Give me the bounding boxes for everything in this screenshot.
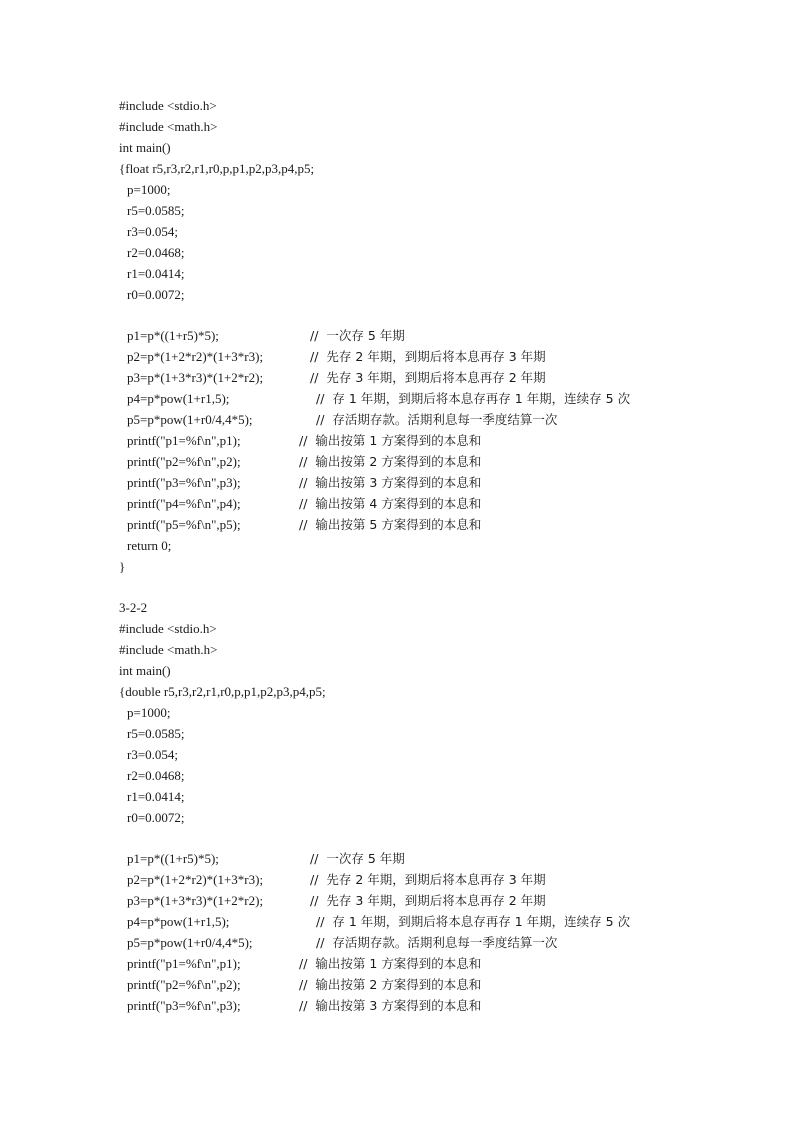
code-statement: printf("p2=%f\n",p2);	[127, 977, 241, 992]
code-comment: // 存活期存款。活期利息每一季度结算一次	[316, 935, 558, 950]
code-statement: printf("p2=%f\n",p2);	[127, 454, 241, 469]
code-comment: // 先存 2 年期，到期后将本息再存 3 年期	[310, 872, 546, 887]
code-statement: printf("p1=%f\n",p1);	[127, 956, 241, 971]
code-line: #include <stdio.h>	[119, 621, 217, 636]
code-line: r2=0.0468;	[127, 245, 185, 260]
code-statement: p3=p*(1+3*r3)*(1+2*r2);	[127, 370, 264, 385]
code-comment: // 存 1 年期，到期后将本息存再存 1 年期，连续存 5 次	[316, 391, 631, 406]
code-statement: printf("p3=%f\n",p3);	[127, 998, 241, 1013]
code-line: r3=0.054;	[127, 747, 179, 762]
code-line: r1=0.0414;	[127, 789, 185, 804]
code-statement: p1=p*((1+r5)*5);	[127, 851, 219, 866]
code-line: p=1000;	[127, 182, 171, 197]
code-statement: p4=p*pow(1+r1,5);	[127, 391, 230, 406]
code-line: {float r5,r3,r2,r1,r0,p,p1,p2,p3,p4,p5;	[119, 161, 315, 176]
code-line: {double r5,r3,r2,r1,r0,p,p1,p2,p3,p4,p5;	[119, 684, 326, 699]
code-line: r1=0.0414;	[127, 266, 185, 281]
code-comment: // 一次存 5 年期	[310, 328, 405, 343]
section-heading: 3-2-2	[119, 600, 148, 615]
code-comment: // 存 1 年期，到期后将本息存再存 1 年期，连续存 5 次	[316, 914, 631, 929]
code-line: r3=0.054;	[127, 224, 179, 239]
code-comment: // 输出按第 4 方案得到的本息和	[299, 496, 482, 511]
code-statement: p1=p*((1+r5)*5);	[127, 328, 219, 343]
code-comment: // 输出按第 2 方案得到的本息和	[299, 454, 482, 469]
code-statement: p3=p*(1+3*r3)*(1+2*r2);	[127, 893, 264, 908]
code-line: #include <math.h>	[119, 642, 218, 657]
code-line: int main()	[119, 140, 171, 155]
code-line: return 0;	[127, 538, 172, 553]
code-statement: p5=p*pow(1+r0/4,4*5);	[127, 412, 253, 427]
code-statement: p4=p*pow(1+r1,5);	[127, 914, 230, 929]
code-statement: printf("p4=%f\n",p4);	[127, 496, 241, 511]
code-comment: // 输出按第 1 方案得到的本息和	[299, 433, 482, 448]
code-comment: // 先存 2 年期，到期后将本息再存 3 年期	[310, 349, 546, 364]
code-comment: // 输出按第 1 方案得到的本息和	[299, 956, 482, 971]
code-line: r5=0.0585;	[127, 726, 185, 741]
code-statement: printf("p3=%f\n",p3);	[127, 475, 241, 490]
code-comment: // 输出按第 2 方案得到的本息和	[299, 977, 482, 992]
code-comment: // 输出按第 3 方案得到的本息和	[299, 475, 482, 490]
code-comment: // 存活期存款。活期利息每一季度结算一次	[316, 412, 558, 427]
code-statement: p5=p*pow(1+r0/4,4*5);	[127, 935, 253, 950]
code-statement: printf("p1=%f\n",p1);	[127, 433, 241, 448]
code-line: int main()	[119, 663, 171, 678]
code-line: r0=0.0072;	[127, 810, 185, 825]
code-line: p=1000;	[127, 705, 171, 720]
code-comment: // 输出按第 3 方案得到的本息和	[299, 998, 482, 1013]
code-comment: // 先存 3 年期，到期后将本息再存 2 年期	[310, 370, 546, 385]
code-comment: // 先存 3 年期，到期后将本息再存 2 年期	[310, 893, 546, 908]
code-line: }	[119, 559, 126, 574]
code-statement: p2=p*(1+2*r2)*(1+3*r3);	[127, 349, 264, 364]
code-line: r2=0.0468;	[127, 768, 185, 783]
code-line: #include <math.h>	[119, 119, 218, 134]
code-line: r5=0.0585;	[127, 203, 185, 218]
code-statement: p2=p*(1+2*r2)*(1+3*r3);	[127, 872, 264, 887]
code-comment: // 输出按第 5 方案得到的本息和	[299, 517, 482, 532]
code-line: #include <stdio.h>	[119, 98, 217, 113]
code-line: r0=0.0072;	[127, 287, 185, 302]
code-comment: // 一次存 5 年期	[310, 851, 405, 866]
code-statement: printf("p5=%f\n",p5);	[127, 517, 241, 532]
